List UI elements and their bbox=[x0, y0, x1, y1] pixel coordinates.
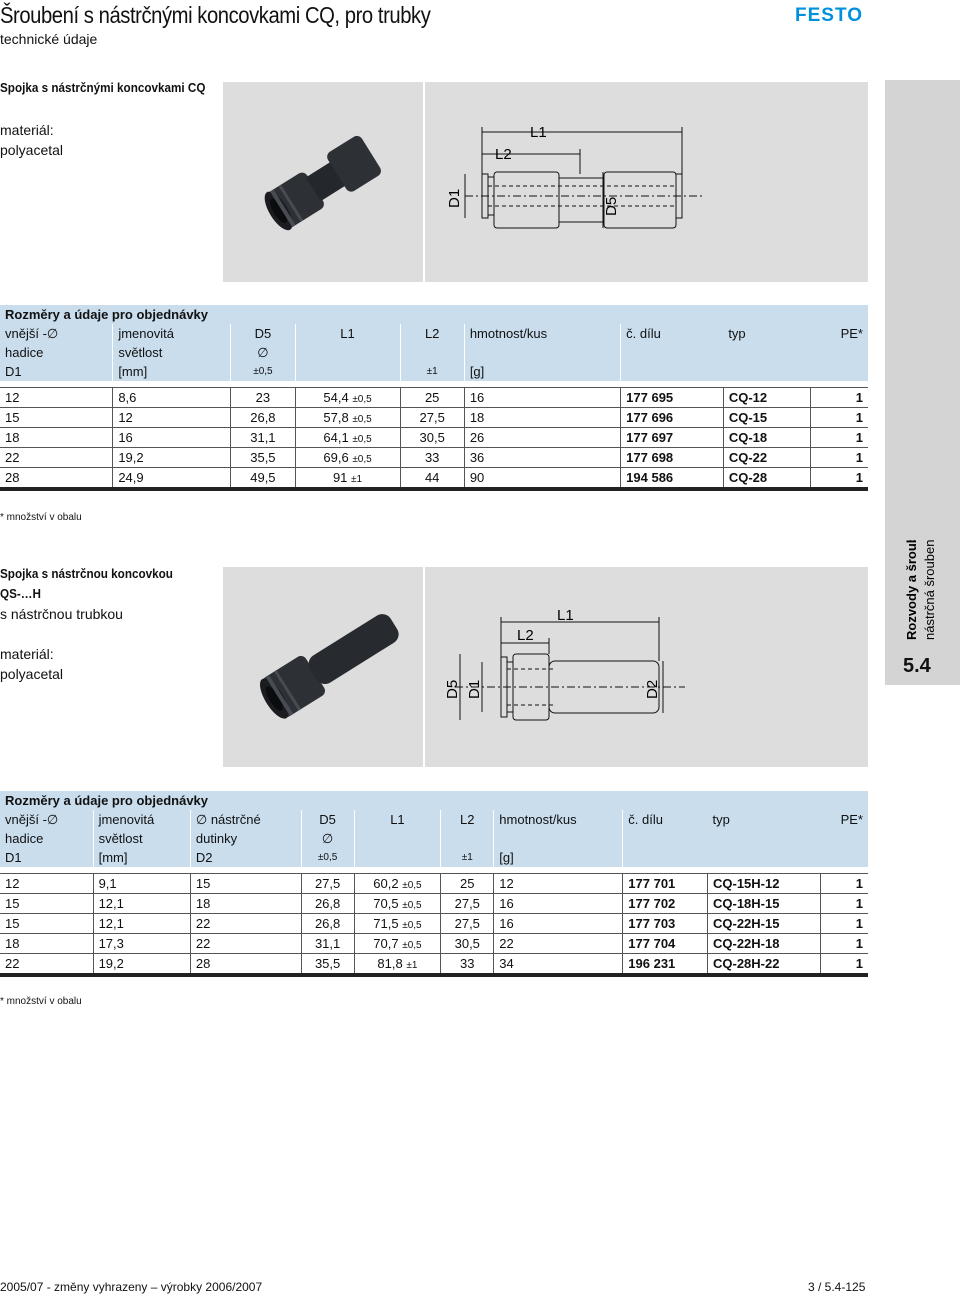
cell-d1: 15 bbox=[0, 914, 93, 934]
cell-d1: 18 bbox=[0, 428, 113, 448]
th: [g] bbox=[464, 362, 620, 381]
technical-drawing-qsh bbox=[425, 567, 868, 767]
cell-l2: 27,5 bbox=[400, 408, 464, 428]
dim-label-l1: L1 bbox=[557, 607, 574, 624]
festo-logo bbox=[790, 5, 868, 23]
cell-l1 bbox=[295, 428, 400, 448]
cell-d2: 28 bbox=[190, 954, 301, 976]
cell-pe: 1 bbox=[821, 894, 868, 914]
section2-heading3: s nástrčnou trubkou bbox=[0, 606, 123, 622]
th: D2 bbox=[190, 848, 301, 867]
cell-type: CQ-22 bbox=[723, 448, 810, 468]
section2-order-table bbox=[0, 791, 868, 977]
cell-d2: 15 bbox=[190, 874, 301, 894]
cell-l2: 33 bbox=[441, 954, 494, 976]
cell-type: CQ-15 bbox=[723, 408, 810, 428]
table-row bbox=[0, 408, 868, 428]
th: D1 bbox=[0, 848, 93, 867]
page-subtitle: technické údaje bbox=[0, 31, 98, 47]
cell-l1 bbox=[295, 408, 400, 428]
dim-label-l2: L2 bbox=[495, 146, 512, 163]
th: hadice bbox=[0, 829, 93, 848]
section1-footnote: * množství v obalu bbox=[0, 512, 82, 523]
cell-d1: 22 bbox=[0, 954, 93, 976]
th: vnější -∅ bbox=[0, 324, 113, 343]
value: 70,7 bbox=[373, 936, 399, 951]
th: jmenovitá bbox=[113, 324, 231, 343]
th: typ bbox=[723, 324, 810, 343]
cell-weight: 22 bbox=[494, 934, 623, 954]
cell-d2: 22 bbox=[190, 914, 301, 934]
cell-part-no: 177 704 bbox=[623, 934, 708, 954]
cell-l1 bbox=[354, 894, 441, 914]
cell-type: CQ-18H-15 bbox=[707, 894, 820, 914]
cell-d5: 26,8 bbox=[301, 894, 354, 914]
logo-text: FESTO bbox=[795, 5, 863, 23]
section2-material-value: polyacetal bbox=[0, 666, 64, 682]
section2-heading: Spojka s nástrčnou koncovkou bbox=[0, 566, 173, 581]
cell-d5: 23 bbox=[231, 388, 295, 408]
th: dutinky bbox=[190, 829, 301, 848]
cell-d1: 12 bbox=[0, 388, 113, 408]
cell-pe: 1 bbox=[811, 448, 868, 468]
cell-l2: 33 bbox=[400, 448, 464, 468]
cell-bore: 16 bbox=[113, 428, 231, 448]
cell-pe: 1 bbox=[821, 914, 868, 934]
dim-label-d5: D5 bbox=[603, 196, 620, 216]
cell-d5: 49,5 bbox=[231, 468, 295, 490]
table-row bbox=[0, 388, 868, 408]
th: L2 bbox=[400, 324, 464, 343]
cell-part-no: 177 695 bbox=[621, 388, 724, 408]
tolerance: ±1 bbox=[406, 960, 418, 971]
table-row bbox=[0, 428, 868, 448]
cell-d1: 18 bbox=[0, 934, 93, 954]
th: jmenovitá bbox=[93, 810, 190, 829]
cell-l1 bbox=[354, 954, 441, 976]
cell-d2: 18 bbox=[190, 894, 301, 914]
tolerance: ±0,5 bbox=[402, 900, 422, 911]
table-caption: Rozměry a údaje pro objednávky bbox=[0, 305, 868, 324]
th: PE* bbox=[821, 810, 868, 829]
cell-l2: 25 bbox=[400, 388, 464, 408]
technical-drawing-cq bbox=[425, 82, 868, 282]
section2-heading2: QS-…H bbox=[0, 586, 41, 601]
cell-d5: 31,1 bbox=[231, 428, 295, 448]
section2-material-label: materiál: bbox=[0, 646, 54, 662]
tolerance: ±0,5 bbox=[352, 394, 372, 405]
cell-d5: 26,8 bbox=[301, 914, 354, 934]
th: světlost bbox=[113, 343, 231, 362]
cell-type: CQ-28 bbox=[723, 468, 810, 490]
cell-d1: 22 bbox=[0, 448, 113, 468]
dim-label-l2: L2 bbox=[517, 627, 534, 644]
cell-d1: 15 bbox=[0, 408, 113, 428]
table-row bbox=[0, 914, 868, 934]
cell-bore: 9,1 bbox=[93, 874, 190, 894]
th: [mm] bbox=[113, 362, 231, 381]
value: 91 bbox=[332, 470, 348, 485]
footer-page-number: 3 / 5.4-125 bbox=[808, 1280, 866, 1294]
th: ±0,5 bbox=[231, 362, 295, 381]
cell-d1: 12 bbox=[0, 874, 93, 894]
section1-material-value: polyacetal bbox=[0, 142, 64, 158]
cell-d5: 26,8 bbox=[231, 408, 295, 428]
table-row bbox=[0, 874, 868, 894]
th: ∅ nástrčné bbox=[190, 810, 301, 829]
cell-l2: 25 bbox=[441, 874, 494, 894]
cell-pe: 1 bbox=[821, 934, 868, 954]
section1-order-table bbox=[0, 305, 868, 491]
value: 71,5 bbox=[373, 916, 399, 931]
cell-type: CQ-18 bbox=[723, 428, 810, 448]
cell-d5: 31,1 bbox=[301, 934, 354, 954]
value: 81,8 bbox=[377, 956, 403, 971]
cell-l2: 30,5 bbox=[400, 428, 464, 448]
cell-weight: 12 bbox=[494, 874, 623, 894]
tolerance: ±0,5 bbox=[352, 434, 372, 445]
cell-l2: 30,5 bbox=[441, 934, 494, 954]
cell-pe: 1 bbox=[821, 954, 868, 976]
value: 64,1 bbox=[323, 430, 349, 445]
value: 54,4 bbox=[323, 390, 349, 405]
dim-label-d1: D1 bbox=[466, 679, 483, 699]
th: L1 bbox=[295, 324, 400, 343]
th: L2 bbox=[441, 810, 494, 829]
th: hmotnost/kus bbox=[494, 810, 623, 829]
chapter-subtitle: nástrčná šroubení bbox=[922, 540, 937, 640]
cell-pe: 1 bbox=[821, 874, 868, 894]
table-caption: Rozměry a údaje pro objednávky bbox=[0, 791, 868, 810]
cell-part-no: 196 231 bbox=[623, 954, 708, 976]
cell-type: CQ-22H-18 bbox=[707, 934, 820, 954]
th: [g] bbox=[494, 848, 623, 867]
tolerance: ±0,5 bbox=[402, 940, 422, 951]
table-row bbox=[0, 894, 868, 914]
tolerance: ±0,5 bbox=[402, 920, 422, 931]
table-row bbox=[0, 448, 868, 468]
cell-l1 bbox=[295, 388, 400, 408]
th: č. dílu bbox=[623, 810, 708, 829]
cell-bore: 12,1 bbox=[93, 914, 190, 934]
th: PE* bbox=[811, 324, 868, 343]
product-photo-cq bbox=[223, 82, 423, 282]
cell-bore: 17,3 bbox=[93, 934, 190, 954]
cell-d5: 35,5 bbox=[301, 954, 354, 976]
cell-part-no: 177 702 bbox=[623, 894, 708, 914]
value: 70,5 bbox=[373, 896, 399, 911]
cell-part-no: 177 698 bbox=[621, 448, 724, 468]
chapter-number: 5.4 bbox=[903, 655, 931, 677]
cell-part-no: 177 703 bbox=[623, 914, 708, 934]
cell-d1: 15 bbox=[0, 894, 93, 914]
th: světlost bbox=[93, 829, 190, 848]
th: D5 bbox=[231, 324, 295, 343]
chapter-title: Rozvody a šroubení bbox=[904, 540, 919, 640]
cell-type: CQ-28H-22 bbox=[707, 954, 820, 976]
th: [mm] bbox=[93, 848, 190, 867]
th: hadice bbox=[0, 343, 113, 362]
cell-type: CQ-22H-15 bbox=[707, 914, 820, 934]
th: typ bbox=[707, 810, 820, 829]
cell-weight: 16 bbox=[464, 388, 620, 408]
th: č. dílu bbox=[621, 324, 724, 343]
cell-bore: 24,9 bbox=[113, 468, 231, 490]
cell-l1 bbox=[354, 934, 441, 954]
cell-type: CQ-12 bbox=[723, 388, 810, 408]
cell-weight: 26 bbox=[464, 428, 620, 448]
cell-l1 bbox=[295, 448, 400, 468]
cell-bore: 8,6 bbox=[113, 388, 231, 408]
cell-part-no: 194 586 bbox=[621, 468, 724, 490]
dim-label-l1: L1 bbox=[530, 124, 547, 141]
value: 69,6 bbox=[323, 450, 349, 465]
th: ∅ bbox=[301, 829, 354, 848]
cell-l1 bbox=[354, 914, 441, 934]
cell-weight: 16 bbox=[494, 914, 623, 934]
cell-weight: 36 bbox=[464, 448, 620, 468]
value: 60,2 bbox=[373, 876, 399, 891]
cell-weight: 18 bbox=[464, 408, 620, 428]
cell-pe: 1 bbox=[811, 408, 868, 428]
chapter-tab-text bbox=[888, 540, 958, 660]
tolerance: ±1 bbox=[351, 474, 363, 485]
cell-bore: 12,1 bbox=[93, 894, 190, 914]
page-title: Šroubení s nástrčnými koncovkami CQ, pro trubky bbox=[0, 2, 431, 28]
dim-label-d2: D2 bbox=[644, 679, 661, 699]
footer-left: 2005/07 - změny vyhrazeny – výrobky 2006/2007 bbox=[0, 1280, 263, 1294]
dim-label-d5: D5 bbox=[444, 679, 461, 699]
cell-type: CQ-15H-12 bbox=[707, 874, 820, 894]
section2-footnote: * množství v obalu bbox=[0, 996, 82, 1007]
cell-part-no: 177 696 bbox=[621, 408, 724, 428]
tolerance: ±0,5 bbox=[352, 414, 372, 425]
cell-l1 bbox=[354, 874, 441, 894]
cell-pe: 1 bbox=[811, 468, 868, 490]
cell-pe: 1 bbox=[811, 388, 868, 408]
th: D1 bbox=[0, 362, 113, 381]
cell-weight: 34 bbox=[494, 954, 623, 976]
cell-d5: 27,5 bbox=[301, 874, 354, 894]
cell-d2: 22 bbox=[190, 934, 301, 954]
section1-heading: Spojka s nástrčnými koncovkami CQ bbox=[0, 80, 206, 95]
cell-bore: 19,2 bbox=[113, 448, 231, 468]
cell-l1 bbox=[295, 468, 400, 490]
cell-bore: 19,2 bbox=[93, 954, 190, 976]
cell-d5: 35,5 bbox=[231, 448, 295, 468]
th: ±1 bbox=[400, 362, 464, 381]
cell-bore: 12 bbox=[113, 408, 231, 428]
cell-part-no: 177 701 bbox=[623, 874, 708, 894]
dim-label-d1: D1 bbox=[446, 188, 463, 208]
cell-l2: 27,5 bbox=[441, 894, 494, 914]
tolerance: ±0,5 bbox=[402, 880, 422, 891]
table-row bbox=[0, 934, 868, 954]
th: L1 bbox=[354, 810, 441, 829]
value: 57,8 bbox=[323, 410, 349, 425]
th: D5 bbox=[301, 810, 354, 829]
th: vnější -∅ bbox=[0, 810, 93, 829]
th: ∅ bbox=[231, 343, 295, 362]
th: ±1 bbox=[441, 848, 494, 867]
table-row bbox=[0, 954, 868, 976]
cell-d1: 28 bbox=[0, 468, 113, 490]
product-photo-qsh bbox=[223, 567, 423, 767]
table-row bbox=[0, 468, 868, 490]
section1-material-label: materiál: bbox=[0, 122, 54, 138]
cell-weight: 16 bbox=[494, 894, 623, 914]
cell-pe: 1 bbox=[811, 428, 868, 448]
cell-weight: 90 bbox=[464, 468, 620, 490]
cell-l2: 27,5 bbox=[441, 914, 494, 934]
cell-l2: 44 bbox=[400, 468, 464, 490]
cell-part-no: 177 697 bbox=[621, 428, 724, 448]
th: hmotnost/kus bbox=[464, 324, 620, 343]
th: ±0,5 bbox=[301, 848, 354, 867]
tolerance: ±0,5 bbox=[352, 454, 372, 465]
